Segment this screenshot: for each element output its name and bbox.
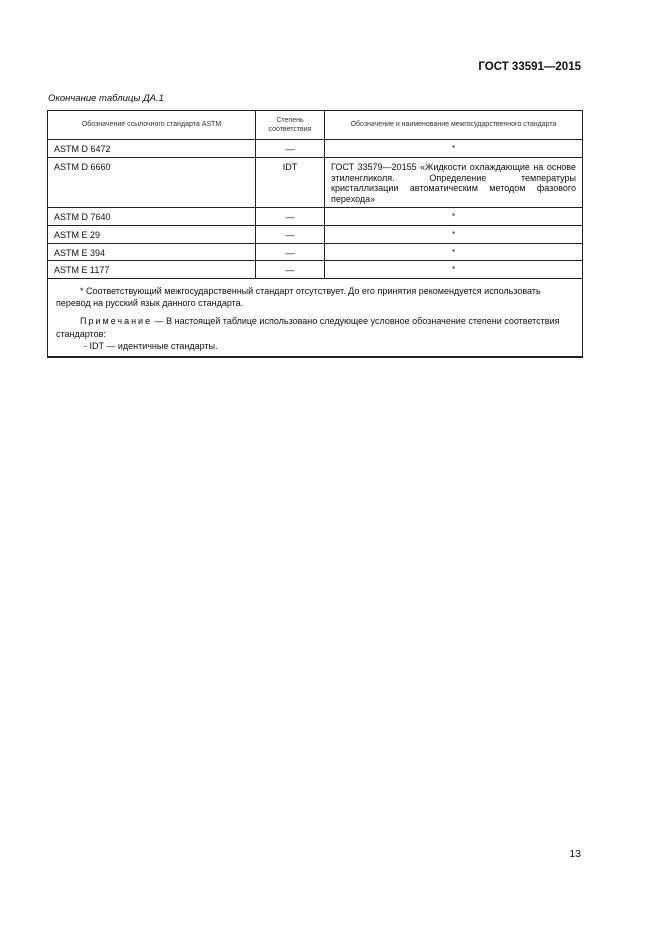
note — [56, 315, 574, 339]
note-text: — В настоящей таблице использовано следующее условное обозначение степени соответствия стандартов: — [56, 316, 560, 339]
table-notes — [48, 279, 583, 357]
correspondence-table — [47, 110, 583, 358]
note-item: - IDT — идентичные стандарты. — [84, 340, 218, 351]
column-header-degree: Степень соответствия — [256, 111, 325, 140]
table-row — [48, 261, 583, 279]
table-row — [48, 243, 583, 261]
table-row — [48, 140, 583, 158]
astm-cell: ASTM D 6660 — [48, 157, 256, 207]
standard-cell: * — [325, 261, 583, 279]
note-label: Примечание — [80, 316, 153, 327]
table-row — [48, 207, 583, 225]
table-caption: Окончание таблицы ДА.1 — [48, 93, 164, 104]
column-header-standard: Обозначение и наименование межгосударственного стандарта — [325, 111, 583, 140]
astm-cell: ASTM E 29 — [48, 225, 256, 243]
table-notes-row — [48, 279, 583, 357]
footnote: * Соответствующий межгосударственный стандарт отсутствует. До его принятия рекомендуется использовать перевод на русский язык данного стандарта. — [56, 286, 541, 309]
page-number: 13 — [569, 848, 581, 860]
standard-cell: * — [325, 207, 583, 225]
astm-cell: ASTM D 7640 — [48, 207, 256, 225]
column-header-astm: Обозначение ссылочного стандарта ASTM — [48, 111, 256, 140]
astm-cell: ASTM E 394 — [48, 243, 256, 261]
standard-cell: * — [325, 140, 583, 158]
astm-cell: ASTM E 1177 — [48, 261, 256, 279]
degree-cell: — — [256, 261, 325, 279]
degree-cell: — — [256, 225, 325, 243]
table-row — [48, 225, 583, 243]
standard-cell: * — [325, 225, 583, 243]
degree-cell: — — [256, 140, 325, 158]
degree-cell: — — [256, 207, 325, 225]
degree-cell: IDT — [256, 157, 325, 207]
astm-cell: ASTM D 6472 — [48, 140, 256, 158]
document-number: ГОСТ 33591—2015 — [478, 61, 581, 73]
standard-cell: * — [325, 243, 583, 261]
degree-cell: — — [256, 243, 325, 261]
standard-cell: ГОСТ 33579—20155 «Жидкости охлаждающие на основе этиленгликоля. Определение температуры кристаллизации автоматическим методом фазового перехода» — [325, 157, 583, 207]
table-row — [48, 157, 583, 207]
table-header-row — [48, 111, 583, 140]
